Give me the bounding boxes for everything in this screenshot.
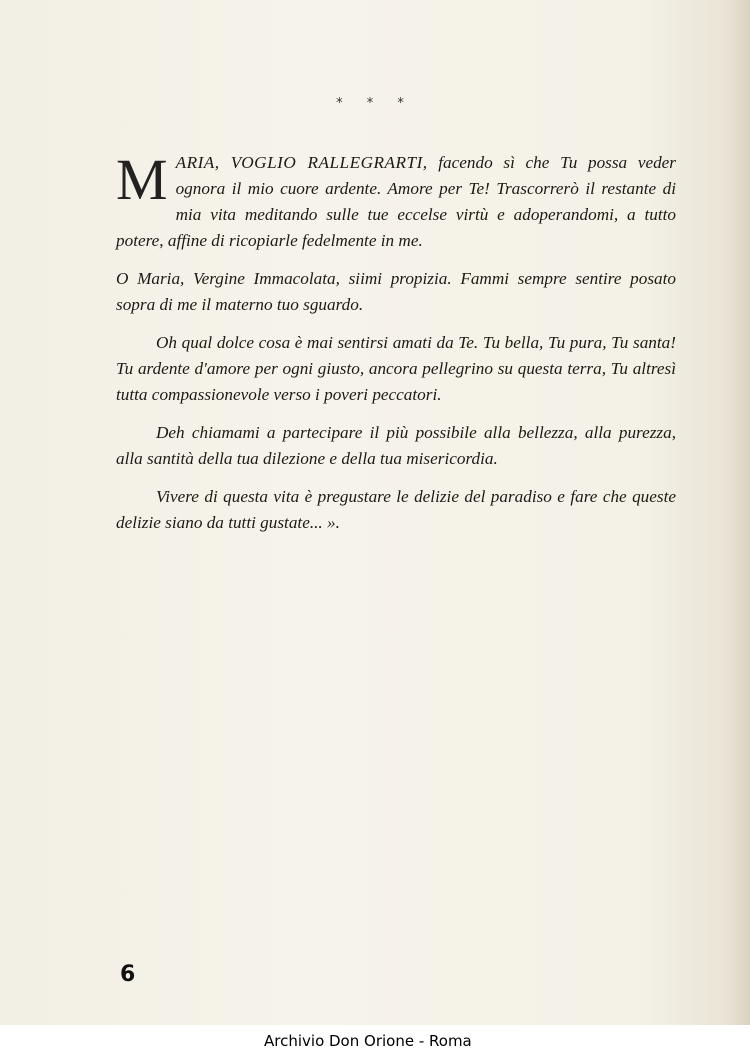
paragraph-1-text: facendo sì che Tu possa veder ognora il mio cuore ardente. Amore per Te! Trascorrerò il restante di mia vita meditando sulle tue eccelse virtù e adoperandomi, a tutto potere, affine di ricopiarle fedelmente in me. bbox=[116, 153, 676, 250]
paragraph-2: O Maria, Vergine Immacolata, siimi propizia. Fammi sempre sentire posato sopra di me il materno tuo sguardo. bbox=[116, 269, 676, 314]
section-ornament: * * * bbox=[336, 96, 414, 111]
drop-cap: M bbox=[116, 147, 168, 212]
archive-label: Archivio Don Orione - Roma bbox=[264, 1032, 472, 1050]
page-number: 6 bbox=[120, 962, 136, 987]
paragraph-3: Oh qual dolce cosa è mai sentirsi amati da Te. Tu bella, Tu pura, Tu santa! Tu ardente d'amore per ogni giusto, ancora pellegrino su questa terra, Tu altresì tutta compassionevole verso i poveri peccatori. bbox=[116, 333, 676, 404]
body-text bbox=[116, 147, 676, 548]
paragraph-4: Deh chiamami a partecipare il più possibile alla bellezza, alla purezza, alla santità della tua dilezione e della tua misericordia. bbox=[116, 423, 676, 468]
paragraph-5: Vivere di questa vita è pregustare le delizie del paradiso e fare che queste delizie siano da tutti gustate... ». bbox=[116, 487, 676, 532]
archive-footer bbox=[0, 1025, 750, 1057]
lead-in: ARIA, VOGLIO RALLEGRARTI, bbox=[175, 153, 428, 172]
paragraph-1 bbox=[116, 147, 676, 254]
